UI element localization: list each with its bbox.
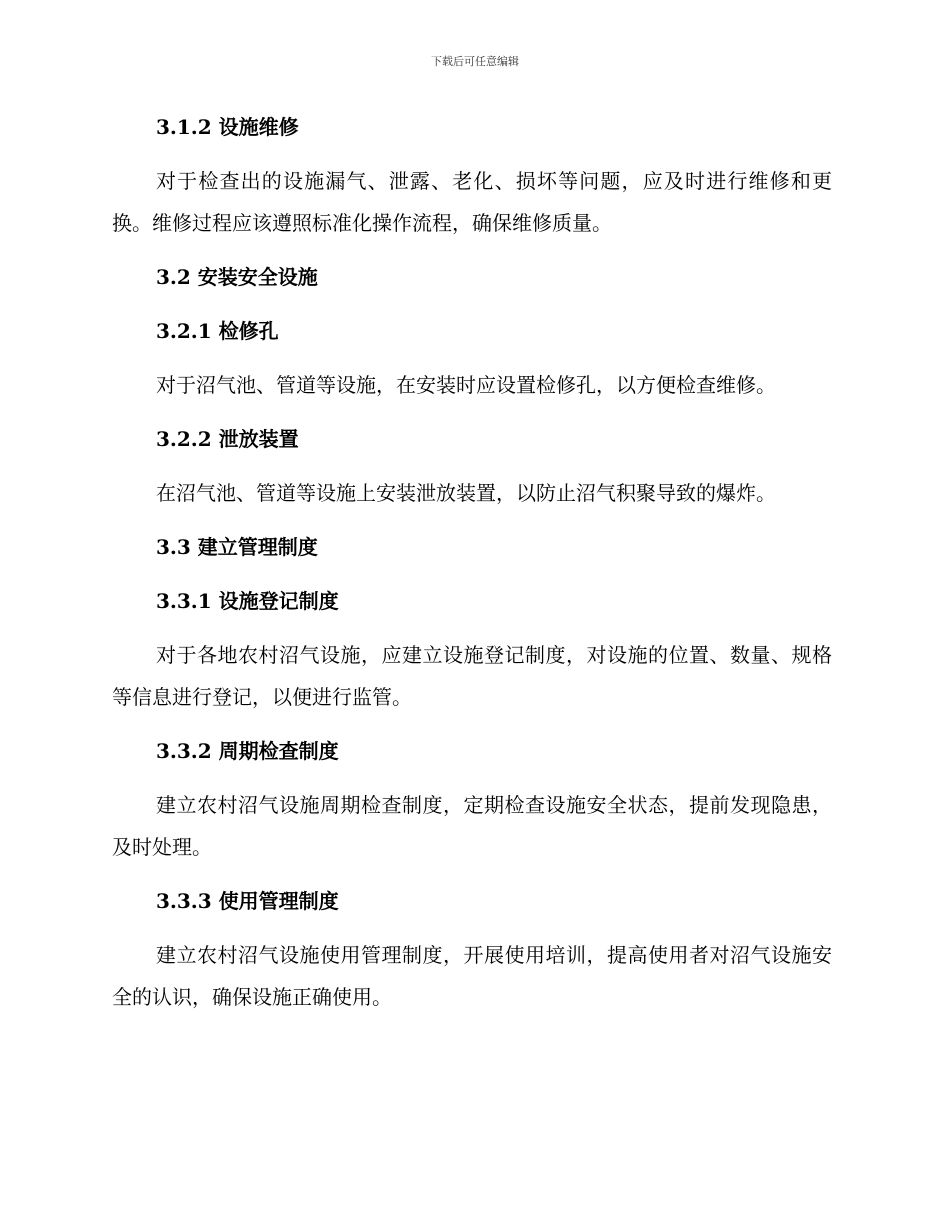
paragraph-periodic-inspection: 建立农村沼气设施周期检查制度，定期检查设施安全状态，提前发现隐患，及时处理。 [112, 793, 832, 859]
paragraph-relief-device: 在沼气池、管道等设施上安装泄放装置，以防止沼气积聚导致的爆炸。 [156, 481, 776, 505]
section-heading-3-2: 3.2 安装安全设施 [156, 265, 318, 289]
section-heading-3-1-2: 3.1.2 设施维修 [156, 115, 299, 139]
section-heading-3-3: 3.3 建立管理制度 [156, 535, 318, 559]
page-header-note: 下载后可任意编辑 [431, 55, 519, 68]
paragraph-inspection-hole: 对于沼气池、管道等设施，在安装时应设置检修孔，以方便检查维修。 [156, 373, 776, 397]
document-body [112, 106, 832, 1030]
paragraph-facility-repair: 对于检查出的设施漏气、泄露、老化、损坏等问题，应及时进行维修和更换。维修过程应该遵照标准化操作流程，确保维修质量。 [112, 169, 832, 235]
paragraph-registration-system: 对于各地农村沼气设施，应建立设施登记制度，对设施的位置、数量、规格等信息进行登记，以便进行监管。 [112, 643, 832, 709]
section-heading-3-2-1: 3.2.1 检修孔 [156, 319, 279, 343]
section-heading-3-3-3: 3.3.3 使用管理制度 [156, 889, 339, 913]
section-heading-3-2-2: 3.2.2 泄放装置 [156, 427, 299, 451]
paragraph-usage-management: 建立农村沼气设施使用管理制度，开展使用培训，提高使用者对沼气设施安全的认识，确保设施正确使用。 [112, 943, 832, 1009]
section-heading-3-3-2: 3.3.2 周期检查制度 [156, 739, 339, 763]
section-heading-3-3-1: 3.3.1 设施登记制度 [156, 589, 339, 613]
